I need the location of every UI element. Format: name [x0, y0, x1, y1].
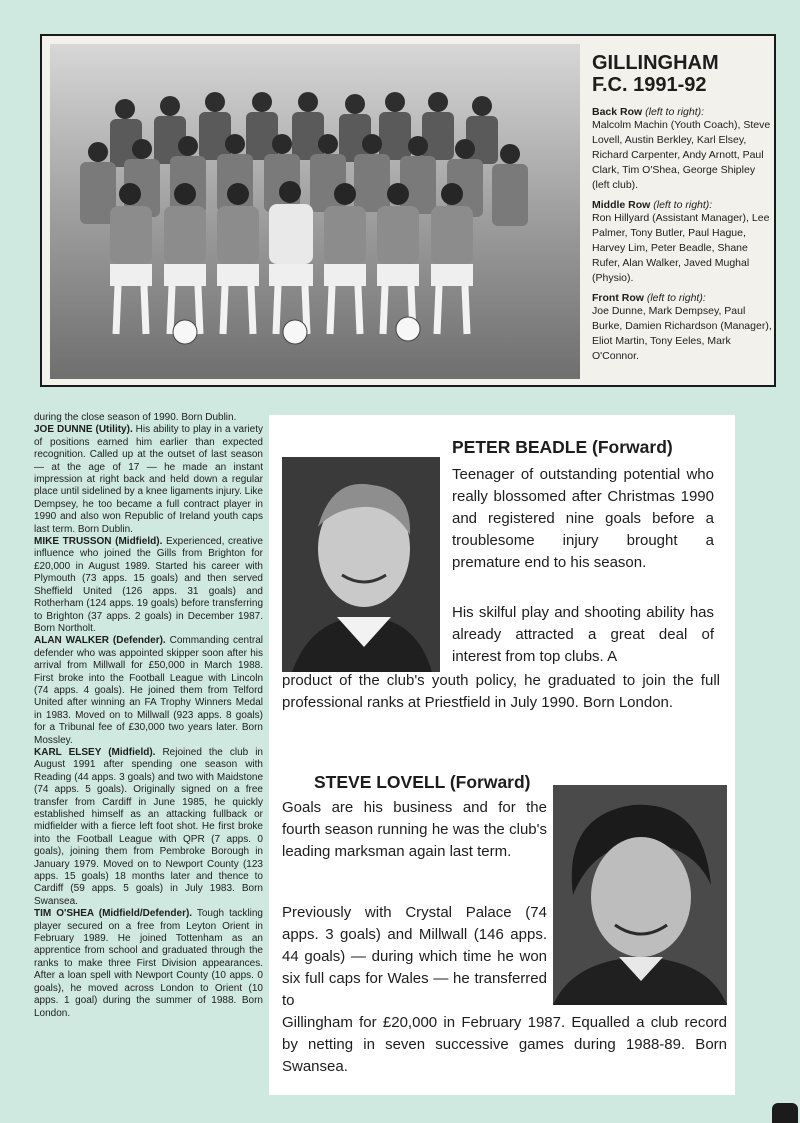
profile-karl-elsey: KARL ELSEY (Midfield). Rejoined the club in August 1991 after spending one season with Reading (44 apps. 3 goals) and two with Maidstone (74 apps. 5 goals). Originally signed on a free transfer from Cardiff in June 1985, he quickly established himself as an attacking fullback or midfielder with a fierce left foot shot. He first broke into the Football League with QPR (7 apps. 0 goals), joining them from Pembroke Borough in January 1979. Moved on to Newport County (123 apps. 15 goals) 18 months later and thence to Cardiff (59 apps. 5 goals) in July 1983. Born Swansea. [34, 746, 263, 907]
featured-players-panel [269, 415, 735, 1095]
page-number-tab [772, 1103, 798, 1123]
steve-lovell-bio-1: Goals are his business and for the fourth season running he was the club's leading marksman again last term. [282, 799, 547, 860]
back-row-names: Malcolm Machin (Youth Coach), Steve Lovell, Austin Berkley, Karl Elsey, Richard Carpenter, Andy Arnott, Paul Clark, Tim O'Shea, George Shipley (left club). [592, 119, 771, 191]
middle-row-names: Ron Hillyard (Assistant Manager), Lee Palmer, Tony Butler, Paul Hague, Harvey Lim, Peter Beadle, Shane Rufer, Alan Walker, Javed Mughal (Physio). [592, 212, 770, 284]
left-profiles-column [34, 412, 263, 1020]
steve-lovell-heading: STEVE LOVELL (Forward) [314, 772, 531, 792]
peter-beadle-bio-2: His skilful play and shooting ability has already attracted a great deal of interest from top clubs. A [452, 604, 714, 665]
peter-beadle-bio-1: Teenager of outstanding potential who really blossomed after Christmas 1990 and registered nine goals before a troublesome injury brought a premature end to his season. [452, 466, 714, 571]
steve-lovell-bio-3: Gillingham for £20,000 in February 1987. Equalled a club record by netting in seven successive games during 1988-89. Born Swansea. [282, 1014, 727, 1075]
profile-alan-walker: ALAN WALKER (Defender). Commanding central defender who was appointed skipper soon after his arrival from Millwall for £50,000 in March 1988. First broke into the Football League with Lincoln (74 apps. 4 goals). He joined them from Telford United after winning an FA Trophy Winners Medal in 1983. Moved on to Millwall (923 apps. 8 goals) for a Tribunal fee of £30,000 two years later. Born Mossley. [34, 635, 263, 746]
steve-lovell-photo [553, 785, 727, 1005]
peter-beadle-bio-3: product of the club's youth policy, he graduated to join the full professional ranks at Priestfield in July 1990. Born London. [282, 672, 720, 711]
team-title: GILLINGHAM F.C. 1991-92 [592, 52, 719, 96]
team-photo [50, 44, 580, 379]
peter-beadle-heading: PETER BEADLE (Forward) [452, 437, 673, 457]
back-row-label: Back Row (left to right): [592, 106, 705, 118]
front-row-label: Front Row (left to right): [592, 292, 706, 304]
profile-joe-dunne: JOE DUNNE (Utility). His ability to play in a variety of positions earned him earlier than expected recognition. Called up at the outset of last season — at the age of 17 — he made an instant impression at right back and held down a regular place until sidelined by a knee ligaments injury. Like Dempsey, he too became a full contract player in 1990 and also won Republic of Ireland youth caps last term. Born Dublin. [34, 424, 263, 535]
team-caption [592, 44, 772, 364]
profile-mike-trusson: MIKE TRUSSON (Midfield). Experienced, creative influence who joined the Gills from Brighton for £20,000 in August 1989. Started his career with Plymouth (73 apps. 15 goals) and then served Sheffield United (126 apps. 31 goals) and Rotherham (124 apps. 19 goals) before transferring to Brighton (37 apps. 2 goals) in December 1987. Born Northolt. [34, 536, 263, 634]
steve-lovell-bio-2: Previously with Crystal Palace (74 apps. 3 goals) and Millwall (146 apps. 44 goals) — during which time he won six full caps for Wales — he transferred to [282, 904, 547, 1009]
profile-intro: during the close season of 1990. Born Dublin. [34, 412, 237, 423]
middle-row-label: Middle Row (left to right): [592, 199, 713, 211]
peter-beadle-photo [282, 457, 440, 672]
front-row-names: Joe Dunne, Mark Dempsey, Paul Burke, Damien Richardson (Manager), Eliot Martin, Tony Eeles, Mark O'Connor. [592, 305, 772, 362]
team-photo-box [40, 34, 776, 387]
profile-tim-oshea: TIM O'SHEA (Midfield/Defender). Tough tackling player secured on a free from Leyton Orient in February 1989. He joined Tottenham as an apprentice from school and graduated through the ranks to make three First Division appearances. After a loan spell with Newport County (10 apps. 0 goals), he moved across London to Orient (10 apps. 1 goal) during the summer of 1988. Born London. [34, 908, 263, 1019]
